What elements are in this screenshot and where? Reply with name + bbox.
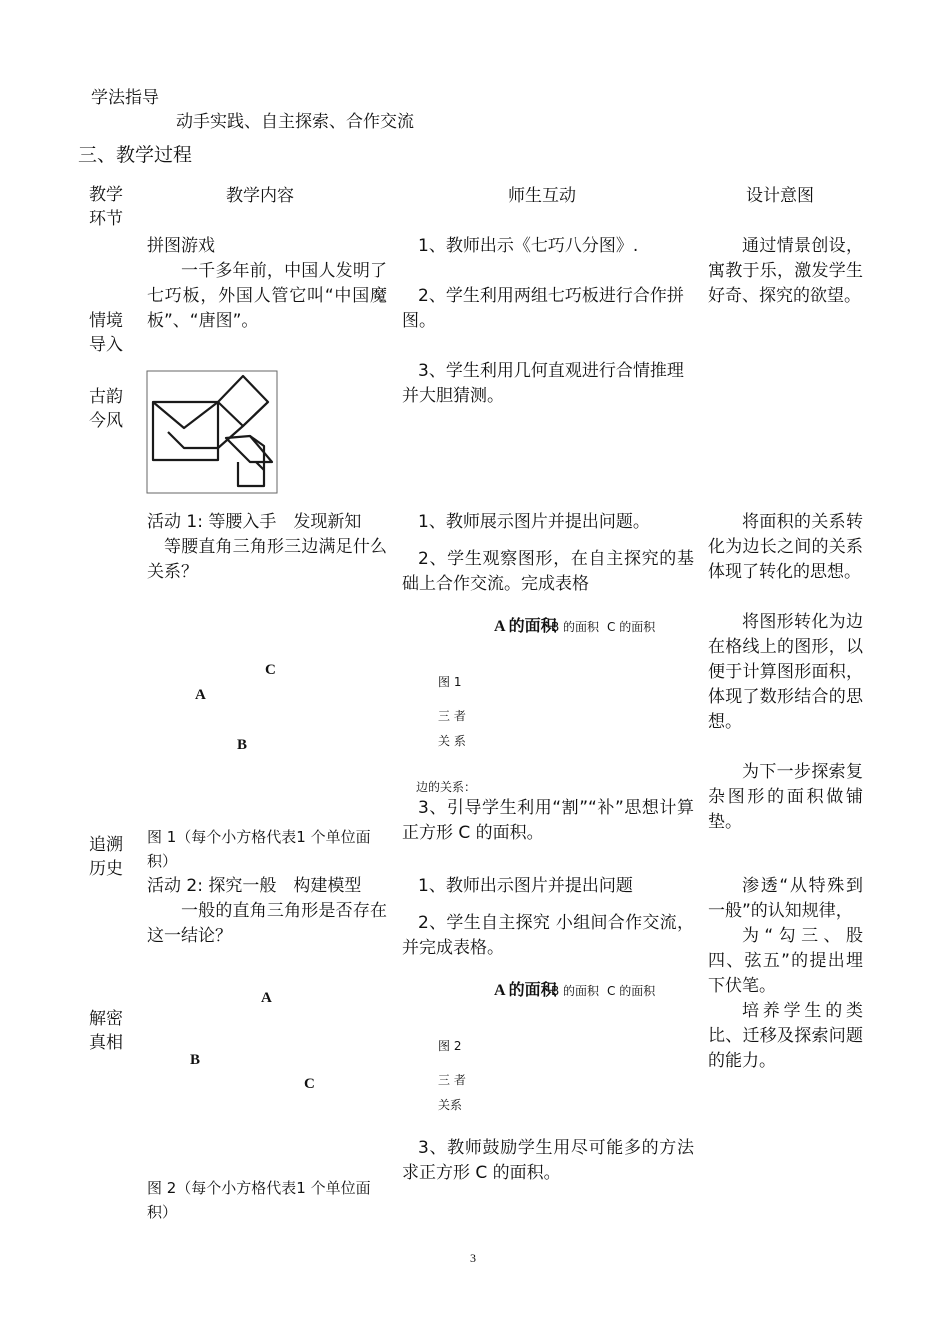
- row2-interaction: [402, 510, 694, 597]
- row3-interaction-2: 2、学生自主探究 小组间合作交流，并完成表格。: [402, 913, 694, 958]
- fig1-caption: 图 1（每个小方格代表1 个单位面积）: [147, 828, 371, 870]
- fig2-caption: 图 2（每个小方格代表1 个单位面积）: [147, 1179, 371, 1221]
- row2-intent: [708, 510, 863, 835]
- row1-interaction-3: 3、学生利用几何直观进行合情推理并大胆猜测。: [402, 361, 684, 406]
- row1-interaction-1: 1、教师出示《七巧八分图》.: [418, 236, 639, 256]
- row3-content: [147, 874, 387, 949]
- table2-col-b: B 的面积: [551, 984, 600, 998]
- row2-interaction-2: 2、学生观察图形，在自主探究的基础上合作交流。完成表格: [402, 549, 694, 594]
- row2-question: 等腰直角三角形三边满足什么关系？: [147, 537, 387, 582]
- tangram-figure: [146, 370, 278, 494]
- table1-col-b: B 的面积: [551, 620, 600, 634]
- table1-col-c: C 的面积: [607, 620, 656, 634]
- row1-content: [147, 234, 387, 334]
- edge-relation: 边的关系：: [416, 780, 477, 794]
- row3-interaction-3: 3、教师鼓励学生用尽可能多的方法求正方形 C 的面积。: [402, 1138, 694, 1183]
- row2-intent-3: 为下一步探索复杂图形的面积做铺垫。: [708, 762, 863, 832]
- row1-interaction-2: 2、学生利用两组七巧板进行合作拼图。: [402, 286, 684, 331]
- row3-intent-1: 渗透“从特殊到一般”的认知规律，: [708, 876, 863, 921]
- row1-intent: 通过情景创设，寓教于乐，激发学生好奇、探究的欲望。: [708, 236, 863, 306]
- fig2-label-c: C: [304, 1076, 315, 1092]
- row3-activity-title: 活动 2: 探究一般 构建模型: [147, 876, 362, 896]
- row1-content-text: 一千多年前，中国人发明了七巧板，外国人管它叫“中国魔板”、“唐图”。: [147, 261, 387, 331]
- row1-interaction: [402, 234, 694, 409]
- stage-2: 古韵今风: [89, 387, 123, 431]
- header-content: 教学内容: [226, 186, 294, 206]
- table2-col-a: A 的面积: [494, 982, 557, 999]
- stage-3: 追溯历史: [89, 835, 123, 879]
- method-content: 动手实践、自主探索、合作交流: [176, 112, 414, 132]
- stage-4: 解密真相: [89, 1009, 123, 1053]
- table1-row-fig: 图 1: [438, 675, 462, 689]
- table1-row-relation: 三 者 关 系: [438, 709, 466, 748]
- row2-intent-2: 将图形转化为边在格线上的图形，以便于计算图形面积，体现了数形结合的思想。: [708, 612, 863, 732]
- row3-intent: [708, 874, 863, 1074]
- fig2-label-a: A: [261, 990, 272, 1006]
- row2-interaction-3: 3、引导学生利用“割”“补”思想计算正方形 C 的面积。: [402, 798, 694, 843]
- header-stage: 教学环节: [89, 185, 123, 229]
- row3-interaction: [402, 874, 694, 961]
- row2-interaction-1: 1、教师展示图片并提出问题。: [418, 512, 650, 532]
- header-interaction: 师生互动: [508, 186, 576, 206]
- stage-1: 情境导入: [89, 311, 123, 355]
- page-number: 3: [470, 1251, 476, 1265]
- table2-col-c: C 的面积: [607, 984, 656, 998]
- table2-row-relation: 三 者 关系: [438, 1073, 466, 1112]
- fig1-label-b: B: [237, 737, 248, 753]
- section-heading: 三、教学过程: [78, 144, 193, 166]
- table1-col-a: A 的面积: [494, 618, 557, 635]
- row3-intent-3: 培养学生的类比、迁移及探索问题的能力。: [708, 1001, 863, 1071]
- fig1-label-a: A: [195, 687, 206, 703]
- row2-intent-1: 将面积的关系转化为边长之间的关系体现了转化的思想。: [708, 512, 863, 582]
- table2-row-fig: 图 2: [438, 1039, 462, 1053]
- row1-content-title: 拼图游戏: [147, 236, 215, 256]
- fig1-label-c: C: [265, 662, 276, 678]
- row3-intent-2: 为“勾三、股四、弦五”的提出埋下伏笔。: [708, 926, 863, 996]
- fig2-label-b: B: [190, 1052, 201, 1068]
- row3-question: 一般的直角三角形是否存在这一结论？: [147, 901, 387, 946]
- row2-content: [147, 510, 387, 585]
- row3-interaction-1: 1、教师出示图片并提出问题: [418, 876, 633, 896]
- method-heading: 学法指导: [91, 88, 159, 108]
- header-intent: 设计意图: [746, 186, 814, 206]
- row2-activity-title: 活动 1: 等腰入手 发现新知: [147, 512, 362, 532]
